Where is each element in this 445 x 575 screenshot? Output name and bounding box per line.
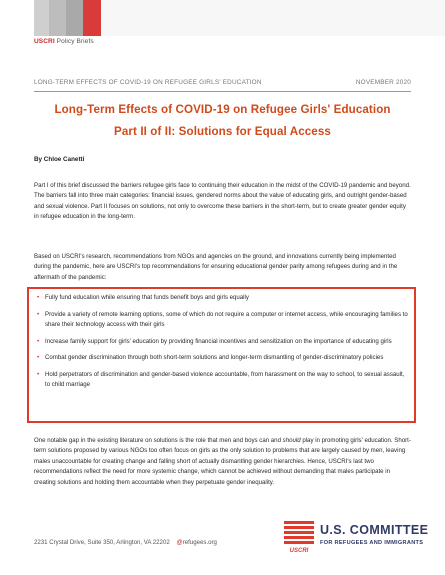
running-header-title: LONG-TERM EFFECTS OF COVID-19 ON REFUGEE GIRLS' EDUCATION xyxy=(34,79,262,86)
footer-address xyxy=(34,539,217,546)
running-header xyxy=(34,79,411,89)
recommendation-text: Hold perpetrators of discrimination and gender-based violence accountable, from harassment on the way to school, to sexual assault, to child marriage xyxy=(45,371,405,389)
brand-suffix: Policy Briefs xyxy=(56,38,94,45)
gap-text-before: One notable gap in the existing literature on solutions is the role that men and boys can and xyxy=(34,437,283,444)
recommendation-item xyxy=(37,353,408,363)
research-paragraph: Based on USCRI's research, recommendations from NGOs and agencies on the ground, and innovations currently being implemented during the pandemic, here are USCRI's top recommendations for ensuring educational gender parity among refugees during and in the aftermath of the pandemic: xyxy=(34,253,398,281)
recommendation-text: Combat gender discrimination through both short-term solutions and longer-term dismantling of gender-discriminatory policies xyxy=(45,354,384,362)
brand-label xyxy=(34,38,94,45)
footer-street: 2231 Crystal Drive, Suite 350, Arlington, VA 22202 xyxy=(34,539,170,546)
band-block-gray-light xyxy=(34,0,49,36)
bullet-icon: • xyxy=(37,310,40,318)
band-block-red xyxy=(83,0,101,36)
recommendation-text: Fully fund education while ensuring that funds benefit boys and girls equally xyxy=(45,294,249,301)
running-header-date: NOVEMBER 2020 xyxy=(355,79,411,86)
page-subtitle: Part II of II: Solutions for Equal Access xyxy=(114,125,331,138)
page-title: Long-Term Effects of COVID-19 on Refugee Girls' Education xyxy=(54,103,391,116)
logo-title: U.S. COMMITTEE xyxy=(320,523,429,537)
recommendations-box xyxy=(27,287,416,423)
gap-paragraph xyxy=(34,436,412,488)
at-icon: @ xyxy=(176,539,183,546)
bullet-icon: • xyxy=(37,294,40,301)
gap-text-after: play in promoting girls' education. Short-term solutions proposed by various NGOs too often focus on girls as the only solution to problems that are largely caused by men, leaving males unaccountable for creating change and falling short of actually dismantling gender hierarchies. Hence, USCRI's last two recommendations reflect the need for more systemic change, which cannot be achieved without demanding that males participate in creating solutions and holding them accountable when they perpetuate gender inequality. xyxy=(34,437,411,486)
author-byline: By Chloe Canetti xyxy=(34,156,85,163)
recommendation-item xyxy=(37,310,408,330)
header-rule xyxy=(34,91,411,92)
bullet-icon: • xyxy=(37,371,40,379)
band-tail xyxy=(101,0,445,36)
bullet-icon: • xyxy=(37,337,40,345)
brand-name: USCRI xyxy=(34,38,55,45)
uscri-logo-icon xyxy=(282,519,316,555)
bullet-icon: • xyxy=(37,354,40,362)
logo-mark-text: USCRI xyxy=(289,548,309,554)
logo-subtitle: FOR REFUGEES AND IMMIGRANTS xyxy=(320,540,424,546)
recommendation-item xyxy=(37,337,408,347)
recommendation-text: Increase family support for girls' education by providing financial incentives and sensitization on the importance of educating girls xyxy=(45,337,392,345)
recommendation-text: Provide a variety of remote learning options, some of which do not require a computer or internet access, while encouraging families to share their technology access with their girls xyxy=(45,310,408,328)
gap-text-emphasis: should xyxy=(282,437,301,444)
recommendation-item xyxy=(37,370,408,390)
band-block-gray-dark xyxy=(66,0,83,36)
footer-website-link[interactable]: refugees.org xyxy=(182,539,217,546)
intro-paragraph: Part I of this brief discussed the barriers refugee girls face to continuing their education in the midst of the COVID-19 pandemic and beyond. The barriers fall into three main categories: financial issues, gendered norms about the value of educating girls, and outright gender-based and sexual violence. Part II focuses on solutions, not only to overcome these barriers in the short-term, but to create greater gender equity in refugee education in the long-term. xyxy=(34,182,411,221)
recommendation-item xyxy=(37,293,408,303)
band-block-gray-mid xyxy=(49,0,66,36)
uscri-logo xyxy=(282,519,429,559)
